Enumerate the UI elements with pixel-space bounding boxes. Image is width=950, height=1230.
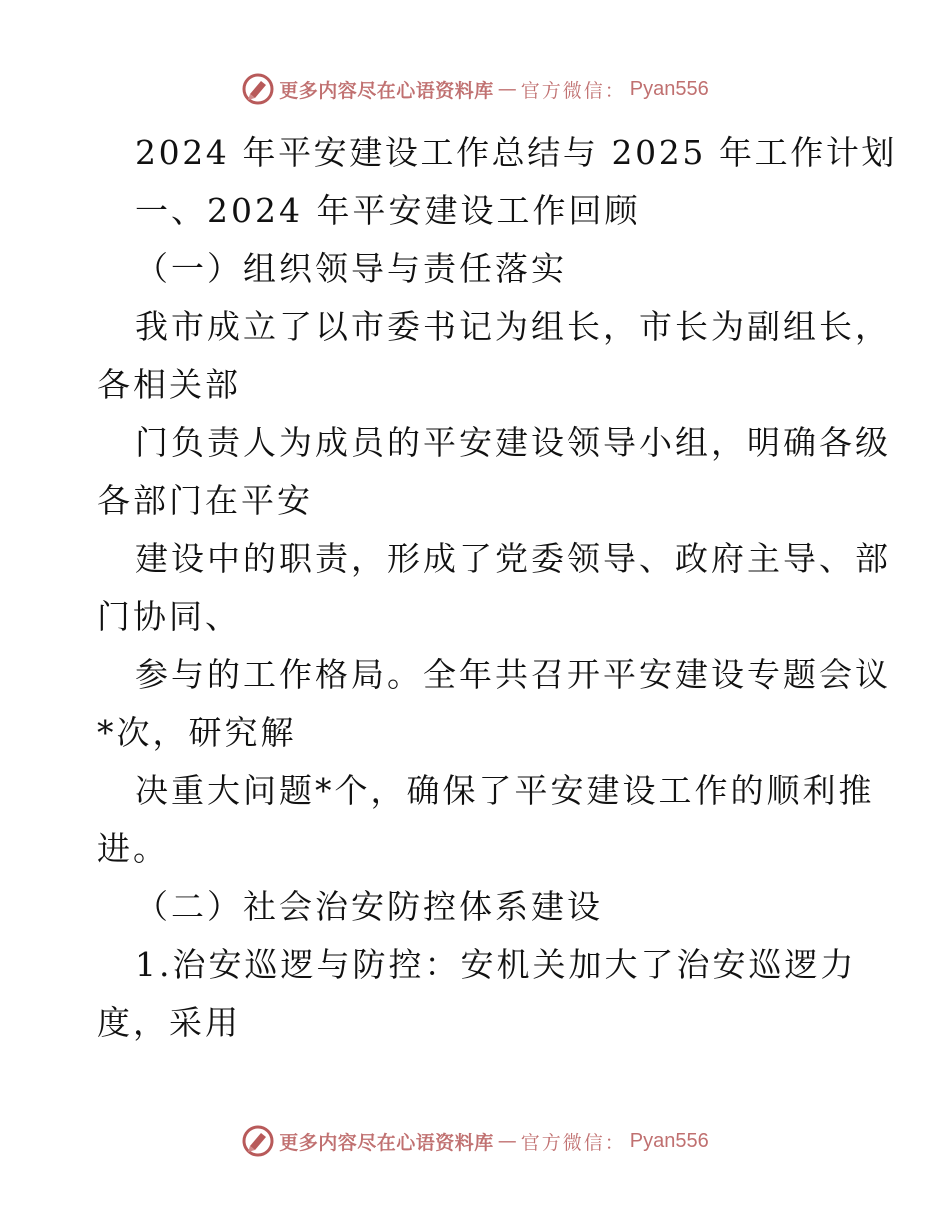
document-title: 2024 年平安建设工作总结与 2025 年工作计划	[135, 133, 898, 172]
text-line: 一、2024 年平安建设工作回顾	[135, 191, 641, 230]
watermark-header	[0, 72, 950, 106]
text-line: 建设中的职责，形成了党委领导、政府主导、部	[135, 539, 891, 578]
watermark-separator: —	[497, 78, 517, 100]
text-line: 各部门在平安	[97, 481, 313, 520]
text-line: 我市成立了以市委书记为组长，市长为副组长，	[135, 307, 891, 346]
brand-logo-icon	[241, 72, 275, 106]
watermark-label: 官方微信：	[520, 79, 626, 102]
text-line: 参与的工作格局。全年共召开平安建设专题会议	[135, 655, 891, 694]
watermark-footer	[0, 1124, 950, 1158]
document-body	[97, 124, 898, 1052]
watermark-id: Pyan556	[629, 1129, 709, 1152]
watermark-label: 官方微信：	[520, 1131, 626, 1154]
text-line: *次，研究解	[97, 713, 297, 752]
text-line: 门协同、	[97, 597, 241, 636]
watermark-text: 更多内容尽在心语资料库	[279, 79, 494, 102]
watermark-text: 更多内容尽在心语资料库	[279, 1131, 494, 1154]
text-line: （二）社会治安防控体系建设	[135, 887, 603, 926]
watermark-separator: —	[497, 1130, 517, 1152]
text-line: 各相关部	[97, 365, 241, 404]
watermark-id: Pyan556	[629, 77, 709, 100]
text-line: 度，采用	[97, 1003, 241, 1042]
text-line: 决重大问题*个，确保了平安建设工作的顺利推	[135, 771, 875, 810]
text-line: 1.治安巡逻与防控：安机关加大了治安巡逻力	[135, 945, 857, 984]
brand-logo-icon	[241, 1124, 275, 1158]
text-line: 门负责人为成员的平安建设领导小组，明确各级	[135, 423, 891, 462]
text-line: （一）组织领导与责任落实	[135, 249, 567, 288]
text-line: 进。	[97, 829, 169, 868]
